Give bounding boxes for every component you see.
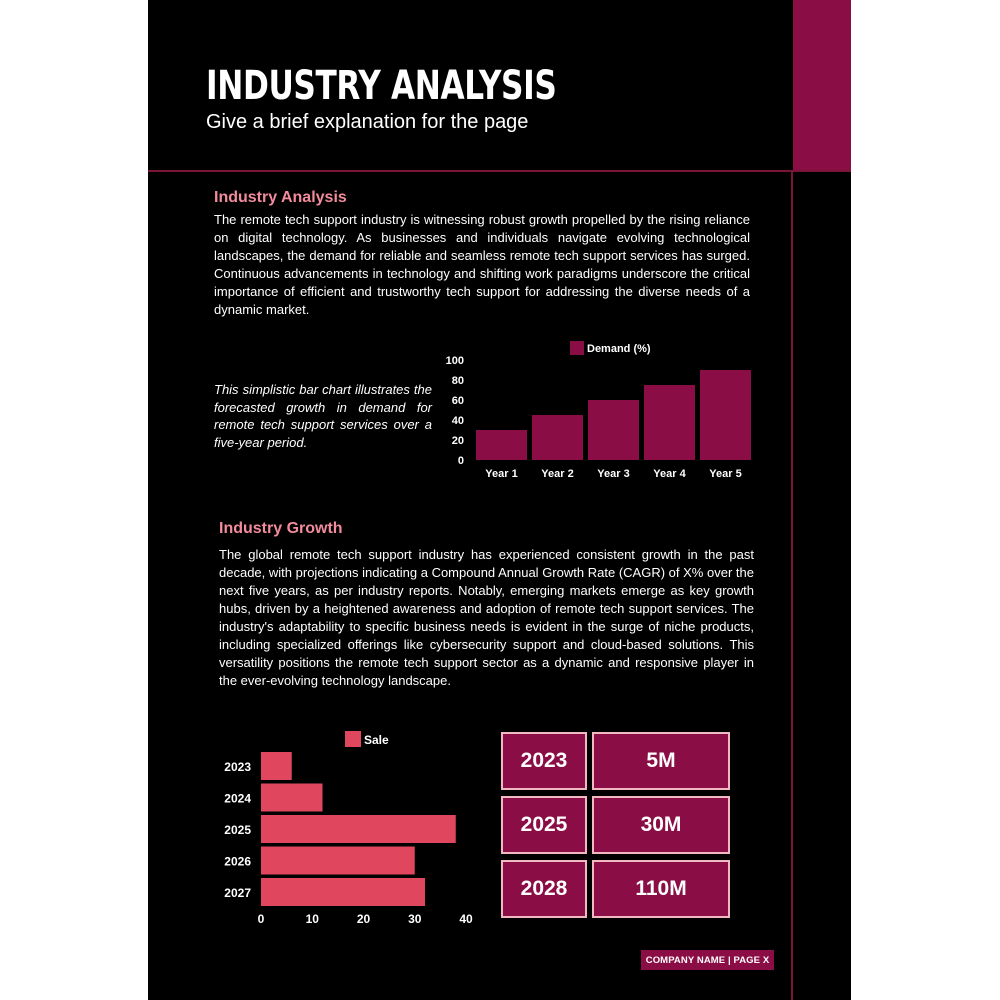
document-page xyxy=(148,0,851,1000)
stat-year-2028: 2028 xyxy=(501,860,587,918)
y-tick-label: 2025 xyxy=(224,823,251,837)
margin-divider xyxy=(791,170,793,1000)
y-tick-label: 2024 xyxy=(224,791,251,806)
x-tick-label: Year 4 xyxy=(653,468,686,480)
x-tick-label: Year 3 xyxy=(597,468,630,480)
bar-demand xyxy=(532,415,583,460)
x-tick-label: Year 1 xyxy=(485,468,518,480)
x-tick-label: 10 xyxy=(305,912,319,926)
y-tick-label: 80 xyxy=(451,375,464,387)
legend-label-sale: Sale xyxy=(364,733,389,747)
x-tick-label: Year 2 xyxy=(541,468,574,480)
y-tick-label: 0 xyxy=(457,455,464,467)
y-tick-label: 40 xyxy=(451,415,464,427)
y-tick-label: 60 xyxy=(451,395,464,407)
page-title: INDUSTRY ANALYSIS xyxy=(206,63,557,109)
stat-year-2023: 2023 xyxy=(501,732,587,790)
bar-demand xyxy=(476,430,527,460)
stat-value-2023: 5M xyxy=(592,732,730,790)
legend-swatch-sale xyxy=(345,731,361,747)
bar-sale xyxy=(261,752,292,780)
demand-bar-chart xyxy=(438,335,758,490)
y-tick-label: 2023 xyxy=(224,760,251,774)
legend-label-demand: Demand (%) xyxy=(587,343,651,355)
x-tick-label: 20 xyxy=(356,912,371,926)
stat-year-2025: 2025 xyxy=(501,796,587,854)
bar-demand xyxy=(588,400,639,460)
analysis-heading: Industry Analysis xyxy=(214,189,347,206)
legend-swatch-demand xyxy=(570,341,584,355)
analysis-body: The remote tech support industry is witnessing robust growth propelled by the rising reliance on digital technology. As businesses and individuals navigate evolving technological landscapes, the demand for reliable and seamless remote tech support services has surged. Continuous advancements in technology and shifting work paradigms underscore the critical importance of efficient and trustworthy tech support for addressing the diverse needs of a dynamic market. xyxy=(214,212,750,317)
x-tick-label: Year 5 xyxy=(709,468,742,480)
header-divider xyxy=(148,170,851,172)
x-tick-label: 0 xyxy=(257,912,265,926)
page-subtitle: Give a brief explanation for the page xyxy=(206,111,529,133)
accent-block xyxy=(793,0,851,170)
y-tick-label: 2027 xyxy=(224,886,251,900)
footer-label: COMPANY NAME | PAGE X xyxy=(641,950,774,970)
bar-sale xyxy=(261,815,456,843)
chart-caption: This simplistic bar chart illustrates the forecasted growth in demand for remote tech support services over a five-year period. xyxy=(214,382,432,450)
y-tick-label: 2026 xyxy=(224,854,251,869)
growth-heading: Industry Growth xyxy=(219,520,343,537)
y-tick-label: 100 xyxy=(445,355,464,367)
y-tick-label: 20 xyxy=(451,435,464,447)
sale-bar-chart xyxy=(208,725,498,930)
bar-demand xyxy=(644,385,695,460)
growth-body: The global remote tech support industry has experienced consistent growth in the past decade, with projections indicating a Compound Annual Growth Rate (CAGR) of X% over the next five years, as per industry reports. Notably, emerging markets emerge as key growth hubs, driven by a heightened awareness and adoption of remote tech support services. The industry's adaptability to specific business needs is evident in the surge of niche products, including specialized offerings like cybersecurity support and cloud-based solutions. This versatility positions the remote tech support sector as a dynamic and responsive player in the ever-evolving technology landscape. xyxy=(219,547,754,688)
stat-value-2028: 110M xyxy=(592,860,730,918)
bar-sale xyxy=(261,784,323,812)
bar-sale xyxy=(261,847,415,875)
bar-demand xyxy=(700,370,751,460)
x-tick-label: 40 xyxy=(459,912,473,926)
stat-value-2025: 30M xyxy=(592,796,730,854)
bar-sale xyxy=(261,878,425,906)
x-tick-label: 30 xyxy=(408,912,422,926)
